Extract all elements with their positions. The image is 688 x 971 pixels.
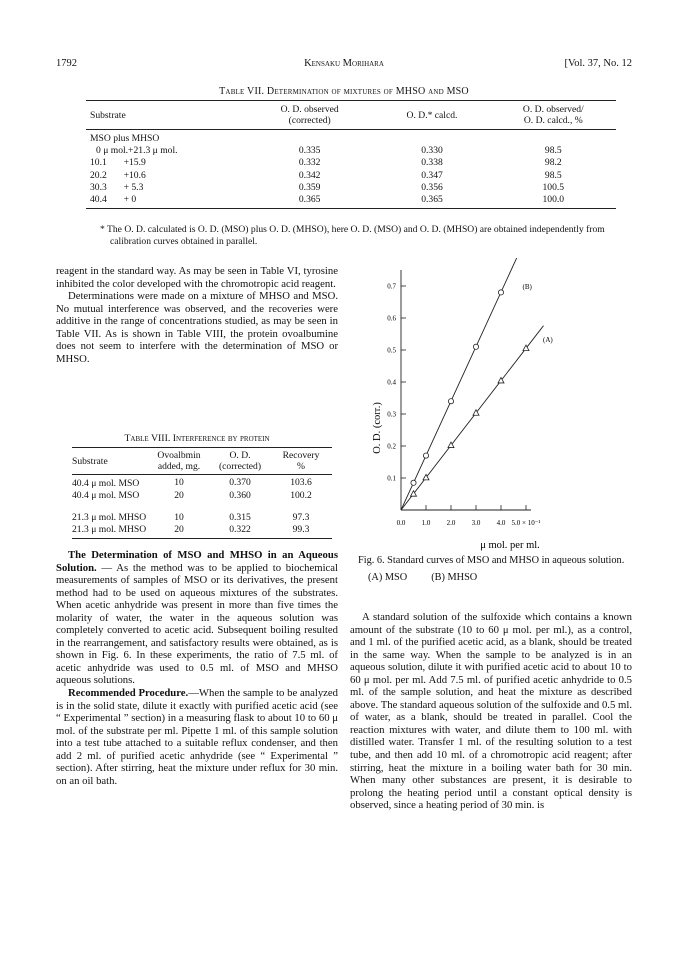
table-cell: 30.3 + 5.3 <box>90 181 144 193</box>
table-cell: 40.4 + 0 <box>86 194 246 209</box>
page-header <box>56 58 632 72</box>
table8-col-recovery <box>270 448 332 475</box>
table8-col-substrate: Substrate <box>72 455 108 467</box>
table-cell: 0.322 <box>210 524 270 539</box>
table8 <box>72 447 332 539</box>
table-cell: 40.4 μ mol. MSO <box>72 490 140 501</box>
table8-col-od <box>210 448 270 475</box>
series-points <box>411 290 530 496</box>
header-line-sub: added, mg. <box>157 461 201 472</box>
series-label: (B) <box>522 283 532 292</box>
table-row <box>72 502 332 524</box>
table-row <box>86 157 616 169</box>
standard-curve-chart <box>350 258 632 558</box>
paragraph: reagent in the standard way. As may be seen in Table VI, tyrosine inhibited the color developed with the chromotropic acid reagent. <box>56 265 338 290</box>
left-column-bottom <box>56 549 338 787</box>
table-cell: 20 <box>174 490 184 501</box>
table-cell: 10 <box>174 476 184 488</box>
procedure-body: —When the sample to be analyzed is in the solid state, dilute it exactly with purified acetic acid (see “ Experimental ” section) in a measuring flask to about 10 to 60 μ mol. of the substrate per ml. Pipette 1 ml. of this sample solution into a test tube attached to a suitable reflux condenser, and then add 2 ml. of purified acetic anhydride (see “ Experimental ” section). After stirring, heat the mixture under reflux for 30 min. on an oil bath. <box>56 687 338 787</box>
table-cell: 0 μ mol.+21.3 μ mol. <box>96 145 178 157</box>
table-cell: 99.3 <box>270 524 332 539</box>
table8-col-added <box>148 448 210 475</box>
running-author: Kensaku Morihara <box>304 58 384 69</box>
table-cell: 20 <box>148 524 210 539</box>
procedure-paragraph <box>56 687 338 787</box>
y-tick-label: 0.1 <box>387 474 396 483</box>
table7-group-row <box>86 130 616 146</box>
table-cell: 100.2 <box>290 490 312 501</box>
x-tick-label: 4.0 <box>496 519 506 527</box>
table-row <box>86 182 616 194</box>
y-tick-label: 0.6 <box>387 314 396 323</box>
table-cell: 0.332 <box>298 157 321 169</box>
figure-legend <box>358 572 632 585</box>
table-cell: 103.6 <box>290 476 312 488</box>
data-point-b <box>498 290 503 295</box>
table-cell: 97.3 <box>292 512 310 523</box>
section-body: — As the method was to be applied to biochemical measurements of samples of MSO or its derivatives, the present method had to be used on aqueous mixtures of the substrates. When acetic anhydride was present in more than five times the molarity of water, the water in the aqueous solution was completely converted to acetic acid. Subsequent boiling resulted in the rearrangement, and satisfactory results were obtained, as is shown in Fig. 6. In these experiments, the ratio of 7.5 ml. of acetic anhydride was used to 0.5 ml. of MSO and MHSO aqueous solutions. <box>56 561 338 687</box>
x-tick-label: 0.0 <box>396 519 406 527</box>
section-paragraph <box>56 549 338 687</box>
data-point-b <box>448 399 453 404</box>
paragraph: Determinations were made on a mixture of MHSO and MSO. No mutual interference was observed, and the recoveries were additive in the range of concentrations studied, as may be seen in Table VII. As is shown in Table VIII, the protein ovoalbumine does not seem to interfere with the determination of MSO or MHSO. <box>56 290 338 365</box>
table8-caption: Table VIII. Interference by protein <box>124 433 270 444</box>
x-tick-label: 1.0 <box>421 519 431 527</box>
header-line: O. D. observed <box>280 104 339 115</box>
table-cell: 0.365 <box>373 194 490 209</box>
y-tick-label: 0.2 <box>387 442 396 451</box>
header-line: O. D. <box>229 450 251 461</box>
y-axis-label: O. D. (corr.) <box>372 402 383 454</box>
table7-col-ratio <box>491 101 616 130</box>
header-line: Ovoalbmin <box>157 450 201 461</box>
table-cell: 0.342 <box>298 169 321 181</box>
table-cell: 0.359 <box>298 181 321 193</box>
header-line-sub: O. D. calcd., % <box>523 115 583 126</box>
data-point-b <box>423 453 428 458</box>
y-tick-label: 0.5 <box>387 346 396 355</box>
table-cell: 21.3 μ mol. MHSO <box>72 512 147 523</box>
table-row <box>86 170 616 182</box>
table-cell: 10.1 +15.9 <box>90 157 146 169</box>
x-tick-label: 2.0 <box>446 519 456 527</box>
x-axis-label: μ mol. per ml. <box>480 540 540 551</box>
procedure-heading: Recommended Procedure. <box>68 687 189 700</box>
header-line: Recovery <box>282 450 320 461</box>
header-line-sub: % <box>297 461 305 472</box>
figure-caption <box>358 555 632 584</box>
paragraph: A standard solution of the sulfoxide which contains a known amount of the substrate (10 to 60 μ mol. per ml.), as a control, and 1 ml. of the purified acetic acid, as a blank, should be treated in the same way. When the sample to be analyzed is in an aqueous solution, dilute it with purified acetic acid to about 10 to 60 μ mol. per ml. Add 7.5 ml. of purified acetic anhydride to 0.5 ml. of the sample solution, and heat the mixture as described above. The standard aqueous solution of the sulfoxide and 0.5 ml. of water, as a blank, should be treated in parallel. Cool the reaction mixtures with water, and dilute them to 100 ml. with distilled water. Transfer 1 ml. of the resulting solution to a test tube, and then add 10 ml. of a chromotropic acid reagent; after stirring, heat the mixture in a boiling water bath for 30 min. When many other substances are present, it is desirable to prolong the heating period until a constant optical density is observed, since a heating period of 30 min. is <box>350 611 632 812</box>
table7-col-calcd: O. D.* calcd. <box>406 109 458 121</box>
series-line-b <box>401 258 519 510</box>
table7 <box>86 100 616 209</box>
table-cell: 0.370 <box>229 476 251 488</box>
table-cell: 40.4 μ mol. MSO <box>72 478 140 489</box>
data-point-b <box>411 480 416 485</box>
data-point-b <box>473 344 478 349</box>
table-row <box>72 475 332 491</box>
table-cell: 100.0 <box>491 194 616 209</box>
left-column-top <box>56 265 338 365</box>
y-tick-label: 0.4 <box>387 378 396 387</box>
legend-b: (B) MHSO <box>431 571 478 583</box>
y-tick-labels <box>387 283 396 483</box>
series-lines <box>401 258 544 510</box>
table7-footnote: * The O. D. calculated is O. D. (MSO) plus O. D. (MHSO), here O. D. (MSO) and O. D. (MHSO) are obtained independently from calibration curves obtained in parallel. <box>100 224 605 247</box>
table-cell: 98.2 <box>544 157 562 169</box>
table-row <box>72 490 332 502</box>
header-line: O. D. observed/ <box>522 104 584 115</box>
table-cell: 0.335 <box>298 145 321 157</box>
table7-group-label: MSO plus MHSO <box>90 133 160 144</box>
chart-axes <box>401 270 531 510</box>
table-cell: 10 <box>174 512 184 523</box>
figure-6 <box>350 258 632 558</box>
header-line-sub: (corrected) <box>218 461 262 472</box>
x-tick-label: 3.0 <box>471 519 481 527</box>
table-cell: 98.5 <box>544 169 562 181</box>
table7-header-row <box>86 101 616 130</box>
table-row <box>72 524 332 539</box>
table-row <box>86 145 616 157</box>
table7-col-substrate: Substrate <box>90 109 126 121</box>
table-cell: 0.347 <box>421 169 443 181</box>
table-cell: 0.338 <box>421 157 443 169</box>
x-tick-label: 5.0 × 10⁻¹ <box>511 519 541 527</box>
table-cell: 20.2 +10.6 <box>90 169 146 181</box>
table-cell: 0.315 <box>229 512 251 523</box>
x-tick-labels <box>397 519 541 527</box>
table-row <box>86 194 616 209</box>
table-cell: 0.330 <box>421 145 443 157</box>
table-cell: 0.356 <box>421 181 443 193</box>
journal-volume: [Vol. 37, No. 12 <box>564 58 632 69</box>
y-tick-label: 0.3 <box>387 410 396 419</box>
series-labels <box>523 283 554 344</box>
table7-col-observed <box>246 101 373 130</box>
table-cell: 98.5 <box>544 145 562 157</box>
y-tick-label: 0.7 <box>387 282 396 291</box>
right-column-text <box>350 611 632 812</box>
figure-caption-text: Fig. 6. Standard curves of MSO and MHSO in aqueous solution. <box>358 555 625 566</box>
page-number: 1792 <box>56 58 77 69</box>
section-heading: The Determination of MSO and MHSO in an Aqueous Solution. <box>56 549 338 574</box>
table-cell: 100.5 <box>542 181 565 193</box>
series-line-a <box>401 326 544 510</box>
table-cell: 21.3 μ mol. MHSO <box>72 524 148 539</box>
header-line-sub: (corrected) <box>288 115 331 126</box>
table-cell: 0.360 <box>229 490 251 501</box>
table7-caption: Table VII. Determination of mixtures of MHSO and MSO <box>219 86 469 97</box>
table8-header-row <box>72 448 332 475</box>
series-label: (A) <box>543 336 553 344</box>
legend-a: (A) MSO <box>368 571 408 583</box>
table-cell: 0.365 <box>246 194 373 209</box>
